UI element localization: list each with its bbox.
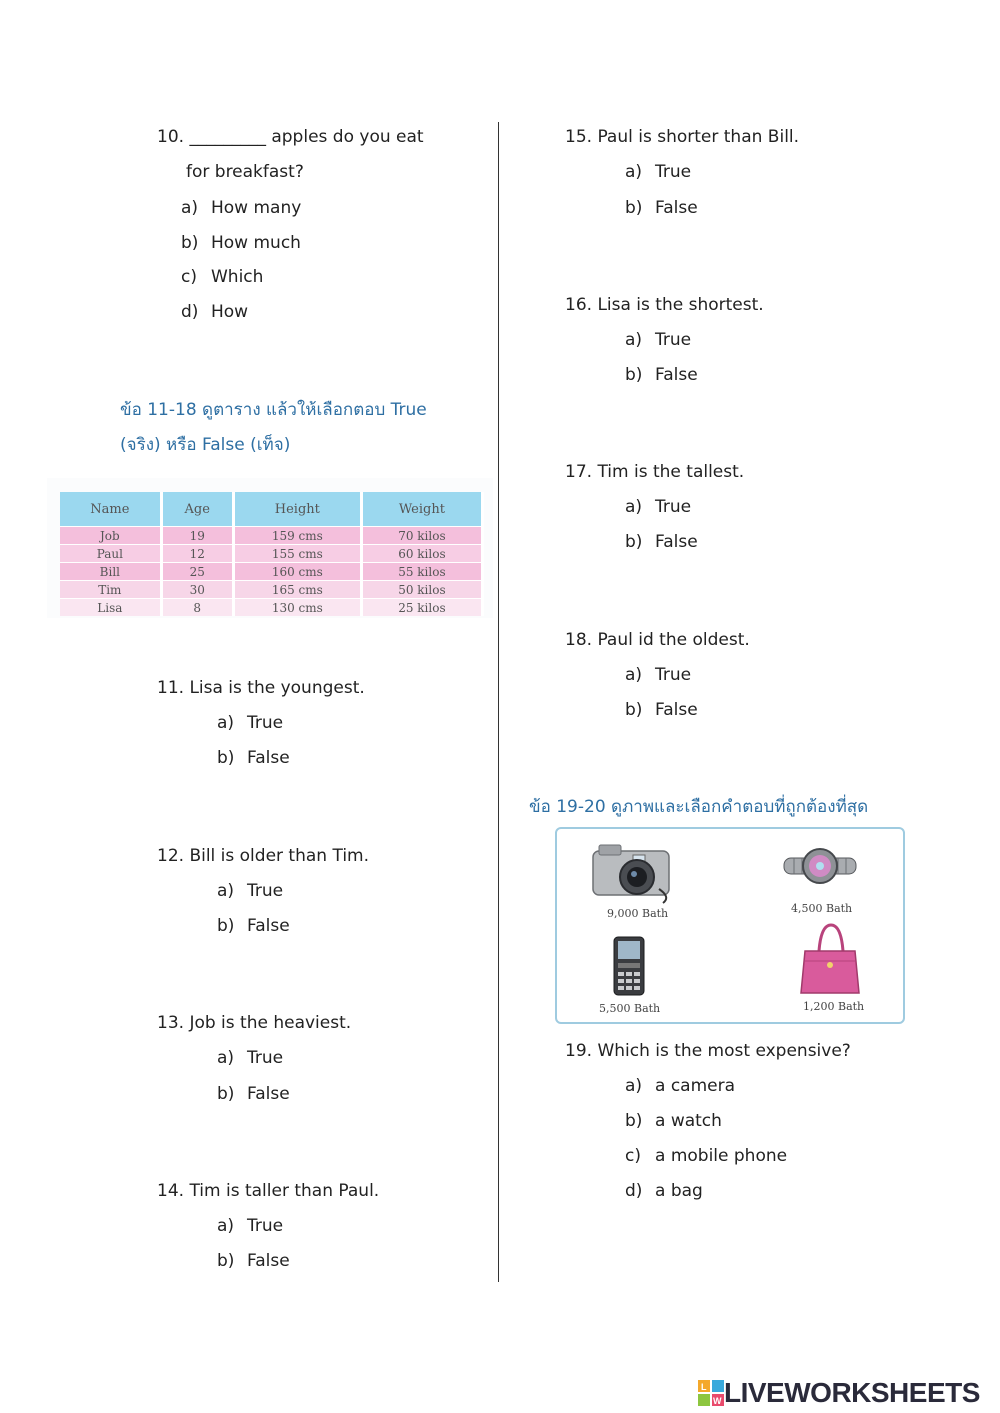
option-letter: a) xyxy=(625,330,643,350)
option-letter: a) xyxy=(217,1216,235,1236)
header-age: Age xyxy=(161,492,233,527)
option-text: True xyxy=(247,713,284,733)
bag-price: 1,200 Bath xyxy=(803,1000,865,1013)
option-text: True xyxy=(247,1216,284,1236)
option-text: a watch xyxy=(655,1111,722,1131)
column-divider xyxy=(498,122,499,1282)
option-text: True xyxy=(655,162,692,182)
watch-price: 4,500 Bath xyxy=(791,902,853,915)
header-height: Height xyxy=(233,492,361,527)
option-text: False xyxy=(655,700,698,720)
option-text: True xyxy=(655,330,692,350)
option-letter: b) xyxy=(625,700,643,720)
option-text: How much xyxy=(211,233,301,253)
header-name: Name xyxy=(60,492,161,527)
option-letter: a) xyxy=(625,665,643,685)
svg-text:L: L xyxy=(701,1382,707,1392)
option-letter: b) xyxy=(217,916,235,936)
table-header-row xyxy=(60,492,483,527)
option-letter: b) xyxy=(217,1084,235,1104)
q15-text: 15. Paul is shorter than Bill. xyxy=(565,127,800,147)
q17-option-a[interactable] xyxy=(625,497,691,517)
q19-option-c[interactable] xyxy=(625,1146,787,1166)
option-letter: b) xyxy=(217,1251,235,1271)
q13-text: 13. Job is the heaviest. xyxy=(157,1013,352,1033)
cell-weight: 55 kilos xyxy=(361,563,482,581)
q10-option-b[interactable] xyxy=(181,233,301,253)
option-letter: d) xyxy=(181,302,199,322)
option-letter: b) xyxy=(625,198,643,218)
q16-option-a[interactable] xyxy=(625,330,691,350)
liveworksheets-logo-icon xyxy=(698,1380,724,1406)
option-text: a camera xyxy=(655,1076,736,1096)
mobile-phone-icon xyxy=(609,935,649,997)
option-letter: b) xyxy=(181,233,199,253)
svg-text:W: W xyxy=(713,1396,722,1406)
q16-option-b[interactable] xyxy=(625,365,698,385)
cell-age: 12 xyxy=(161,545,233,563)
q12-option-a[interactable] xyxy=(217,881,283,901)
table-row xyxy=(60,563,483,581)
option-letter: a) xyxy=(217,713,235,733)
option-letter: a) xyxy=(217,1048,235,1068)
option-text: False xyxy=(247,1251,290,1271)
option-letter: b) xyxy=(625,365,643,385)
q14-text: 14. Tim is taller than Paul. xyxy=(157,1181,380,1201)
option-letter: c) xyxy=(181,267,197,287)
cell-age: 8 xyxy=(161,599,233,617)
cell-age: 30 xyxy=(161,581,233,599)
q15-option-a[interactable] xyxy=(625,162,691,182)
cell-name: Tim xyxy=(60,581,161,599)
option-letter: a) xyxy=(625,1076,643,1096)
option-letter: a) xyxy=(625,497,643,517)
q17-text: 17. Tim is the tallest. xyxy=(565,462,745,482)
option-text: a mobile phone xyxy=(655,1146,788,1166)
q18-option-b[interactable] xyxy=(625,700,698,720)
q13-option-b[interactable] xyxy=(217,1084,290,1104)
option-letter: d) xyxy=(625,1181,643,1201)
option-letter: c) xyxy=(625,1146,641,1166)
camera-price: 9,000 Bath xyxy=(607,907,669,920)
option-text: True xyxy=(247,1048,284,1068)
q11-option-b[interactable] xyxy=(217,748,290,768)
cell-height: 159 cms xyxy=(233,527,361,545)
q10-option-a[interactable] xyxy=(181,198,301,218)
q19-option-b[interactable] xyxy=(625,1111,722,1131)
option-letter: a) xyxy=(181,198,199,218)
q13-option-a[interactable] xyxy=(217,1048,283,1068)
option-text: False xyxy=(655,365,698,385)
option-text: a bag xyxy=(655,1181,703,1201)
q16-text: 16. Lisa is the shortest. xyxy=(565,295,764,315)
q18-text: 18. Paul id the oldest. xyxy=(565,630,750,650)
camera-icon xyxy=(589,839,679,905)
q12-option-b[interactable] xyxy=(217,916,290,936)
cell-name: Bill xyxy=(60,563,161,581)
cell-age: 19 xyxy=(161,527,233,545)
cell-height: 155 cms xyxy=(233,545,361,563)
cell-name: Lisa xyxy=(60,599,161,617)
option-letter: b) xyxy=(217,748,235,768)
table-row xyxy=(60,581,483,599)
table-row xyxy=(60,545,483,563)
instruction-19-20: ข้อ 19-20 ดูภาพและเลือกคำตอบที่ถูกต้องที่สุด xyxy=(529,797,869,817)
q12-text: 12. Bill is older than Tim. xyxy=(157,846,370,866)
cell-weight: 25 kilos xyxy=(361,599,482,617)
option-letter: a) xyxy=(625,162,643,182)
product-image-panel xyxy=(555,827,905,1024)
option-text: How many xyxy=(211,198,302,218)
q18-option-a[interactable] xyxy=(625,665,691,685)
q11-option-a[interactable] xyxy=(217,713,283,733)
cell-weight: 50 kilos xyxy=(361,581,482,599)
handbag-icon xyxy=(797,921,863,997)
q19-option-a[interactable] xyxy=(625,1076,735,1096)
cell-age: 25 xyxy=(161,563,233,581)
option-text: False xyxy=(247,916,290,936)
liveworksheets-wordmark: LIVEWORKSHEETS xyxy=(724,1377,980,1408)
q10-line2: for breakfast? xyxy=(186,162,304,182)
option-text: False xyxy=(247,748,290,768)
q19-text: 19. Which is the most expensive? xyxy=(565,1041,851,1061)
height-weight-table xyxy=(60,492,484,616)
phone-price: 5,500 Bath xyxy=(599,1002,661,1015)
option-text: False xyxy=(247,1084,290,1104)
q14-option-b[interactable] xyxy=(217,1251,290,1271)
option-text: True xyxy=(247,881,284,901)
option-letter: b) xyxy=(625,1111,643,1131)
option-letter: b) xyxy=(625,532,643,552)
cell-height: 165 cms xyxy=(233,581,361,599)
option-letter: a) xyxy=(217,881,235,901)
q19-option-d[interactable] xyxy=(625,1181,703,1201)
q10-option-d[interactable] xyxy=(181,302,248,322)
q15-option-b[interactable] xyxy=(625,198,698,218)
table-row xyxy=(60,599,483,617)
instruction-11-18-line1: ข้อ 11-18 ดูตาราง แล้วให้เลือกตอบ True xyxy=(120,400,427,420)
table-row xyxy=(60,527,483,545)
cell-name: Paul xyxy=(60,545,161,563)
header-weight: Weight xyxy=(361,492,482,527)
option-text: How xyxy=(211,302,249,322)
q10-line1: 10. _________ apples do you eat xyxy=(157,127,424,147)
q10-option-c[interactable] xyxy=(181,267,263,287)
option-text: Which xyxy=(211,267,264,287)
q17-option-b[interactable] xyxy=(625,532,698,552)
instruction-11-18-line2: (จริง) หรือ False (เท็จ) xyxy=(120,435,291,455)
watch-icon xyxy=(782,843,858,889)
option-text: False xyxy=(655,532,698,552)
liveworksheets-logo xyxy=(698,1376,980,1410)
cell-weight: 60 kilos xyxy=(361,545,482,563)
option-text: False xyxy=(655,198,698,218)
cell-weight: 70 kilos xyxy=(361,527,482,545)
cell-height: 160 cms xyxy=(233,563,361,581)
cell-height: 130 cms xyxy=(233,599,361,617)
option-text: True xyxy=(655,497,692,517)
cell-name: Job xyxy=(60,527,161,545)
q14-option-a[interactable] xyxy=(217,1216,283,1236)
q11-text: 11. Lisa is the youngest. xyxy=(157,678,365,698)
option-text: True xyxy=(655,665,692,685)
